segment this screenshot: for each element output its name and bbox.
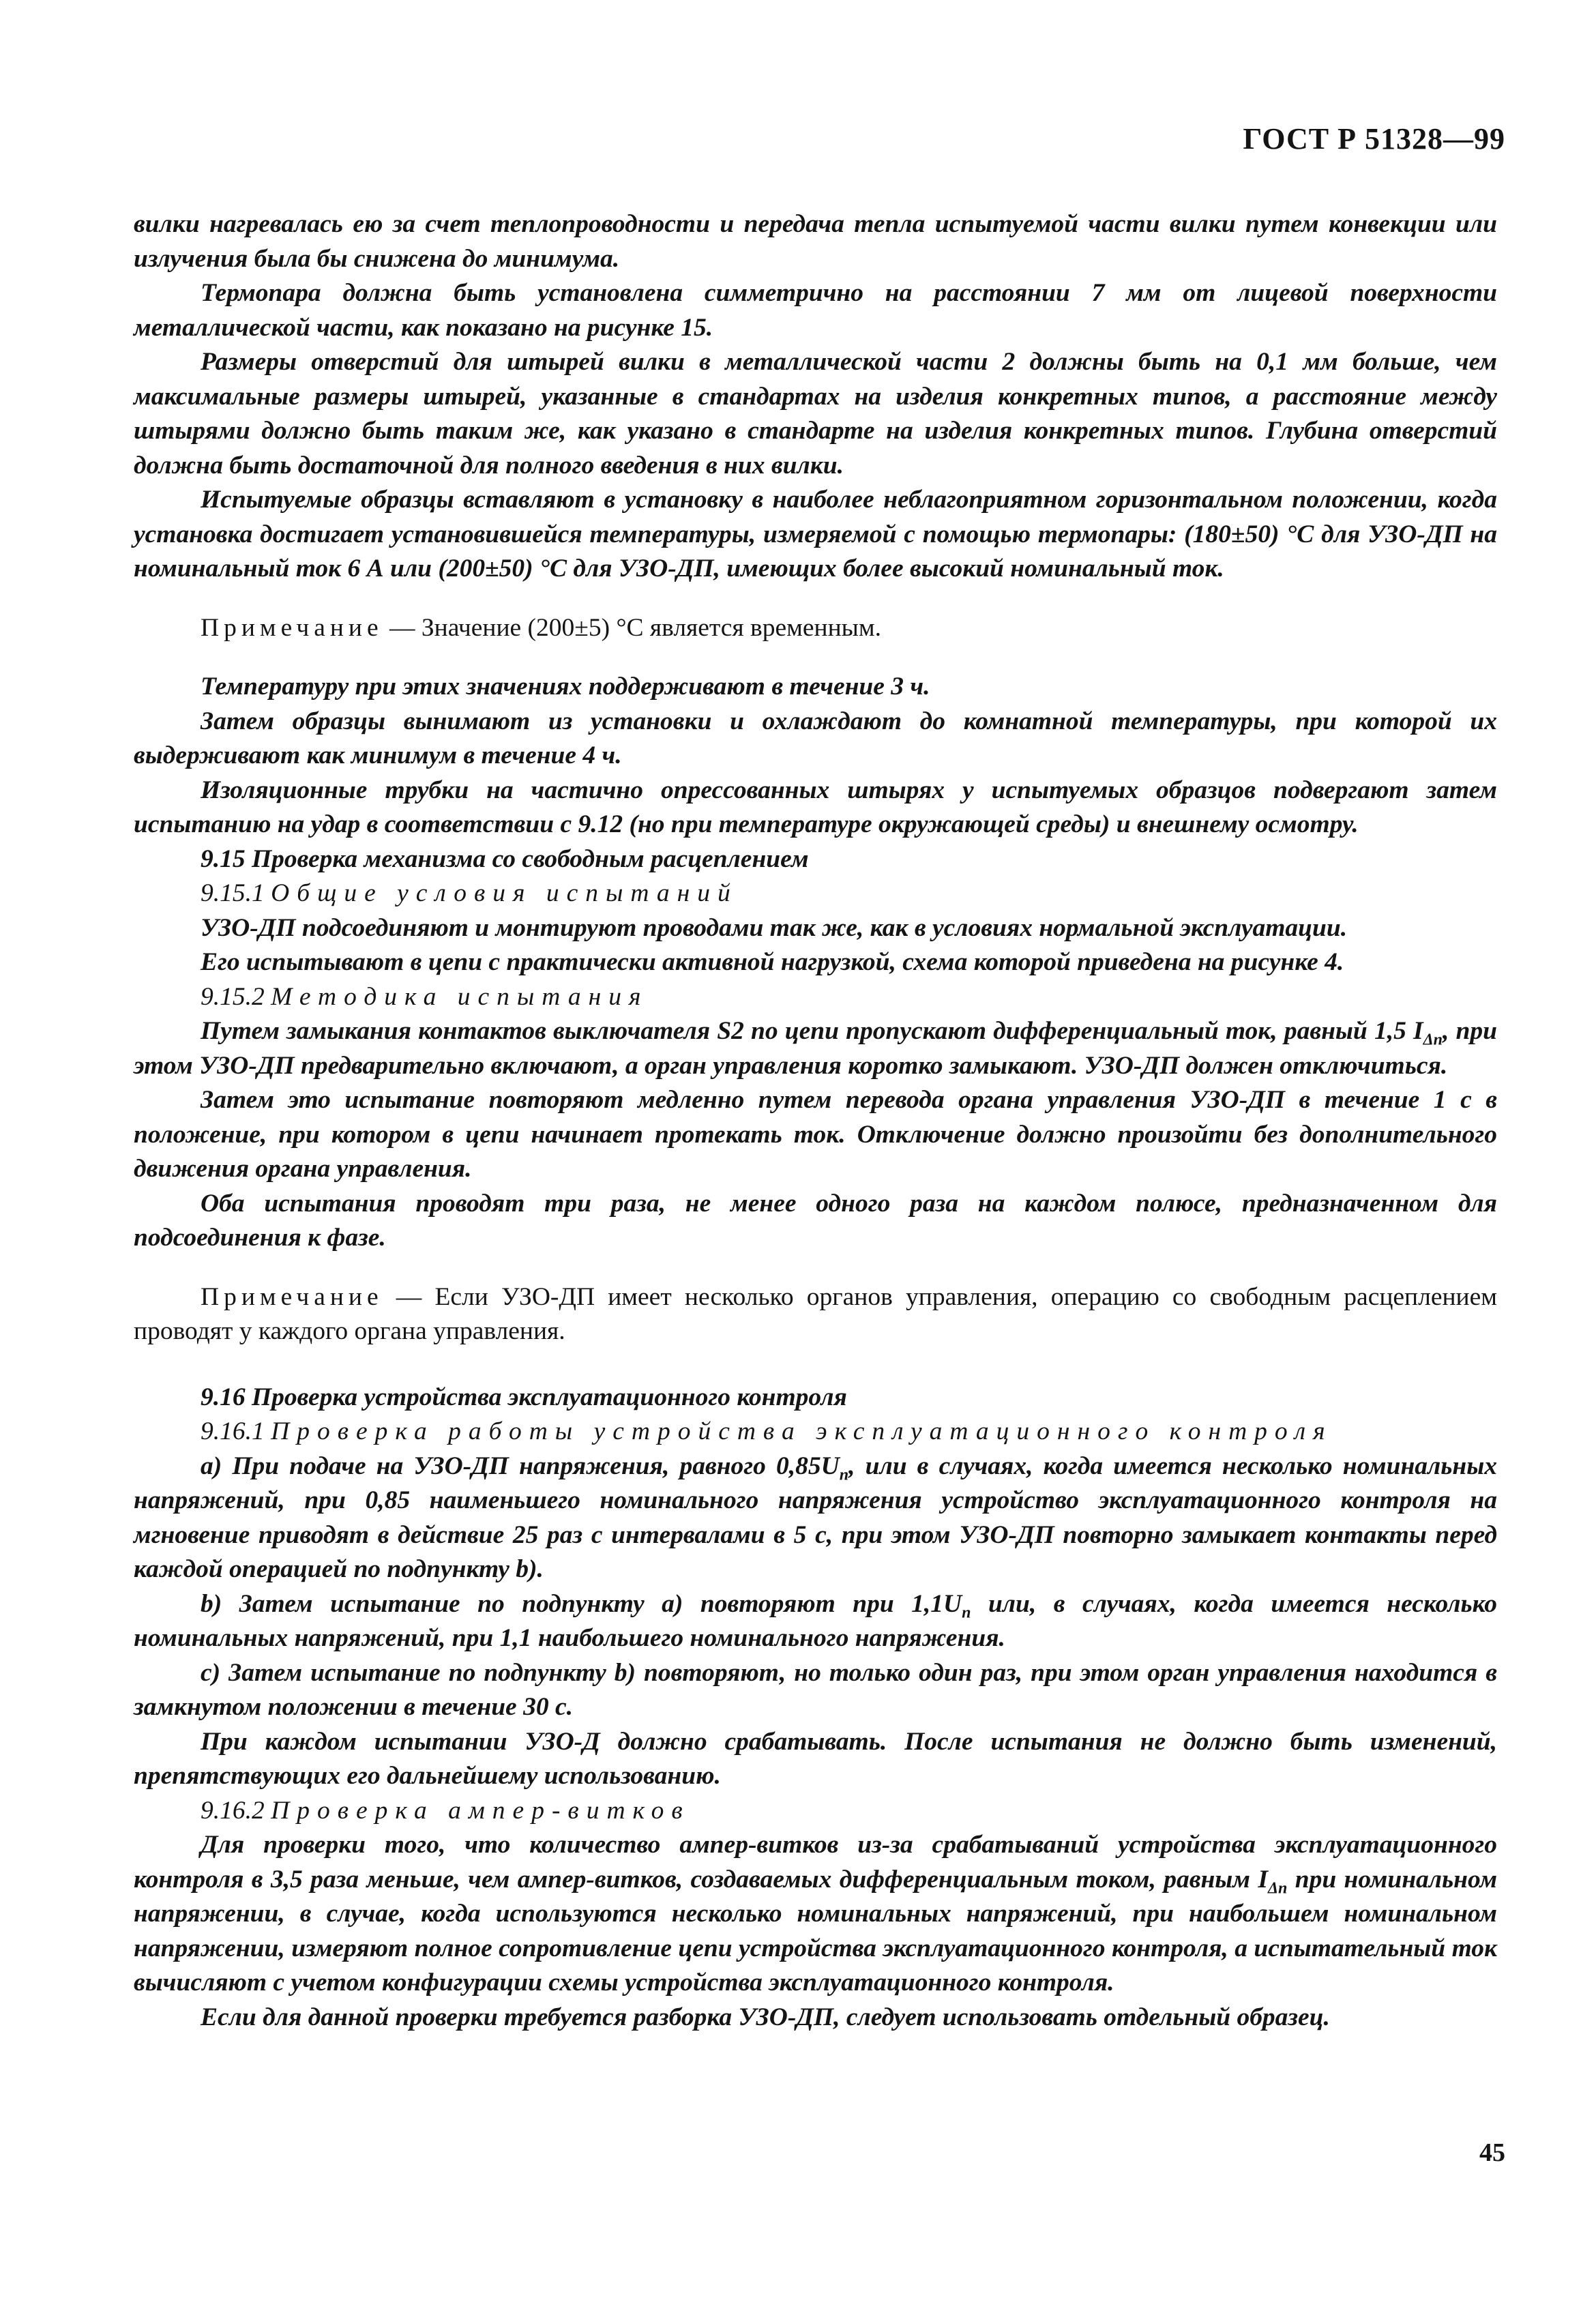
subsection-number: 9.16.1 xyxy=(201,1417,265,1445)
note-label: Примечание xyxy=(201,613,383,642)
paragraph: Если для данной проверки требуется разборка УЗО-ДП, следует использовать отдельный образец. xyxy=(201,2003,1330,2031)
subsection-number: 9.16.2 xyxy=(201,1796,265,1825)
text-run: a) При подаче на УЗО-ДП напряжения, равного 0,85U xyxy=(201,1452,840,1480)
subsection-heading xyxy=(134,876,1497,911)
note-text: — Если УЗО-ДП имеет несколько органов управления, операцию со свободным расцеплением проводят у каждого органа управления. xyxy=(134,1282,1497,1345)
subscript: n xyxy=(962,1604,971,1621)
paragraph xyxy=(134,1014,1497,1083)
section-heading: 9.16 Проверка устройства эксплуатационного контроля xyxy=(201,1383,847,1411)
paragraph xyxy=(134,1828,1497,2001)
subsection-number: 9.15.1 xyxy=(201,879,265,907)
paragraph: При каждом испытании УЗО-Д должно срабатывать. После испытания не должно быть изменений, препятствующих его дальнейшему использованию. xyxy=(134,1727,1497,1790)
subsection-heading xyxy=(134,1415,1497,1449)
text-run: , или в случаях, когда имеется несколько номинальных напряжений, при 0,85 наименьшего номинального напряжения устройство эксплуатационного контроля на мгновение приводят в действие 25 раз с интервалами в 5 с, при этом УЗО-ДП повторно замыкает контакты перед каждой операцией по подпункту b). xyxy=(134,1452,1497,1583)
subsection-title: Методика испытания xyxy=(271,982,649,1011)
paragraph: Его испытывают в цепи с практически активной нагрузкой, схема которой приведена на рисунке 4. xyxy=(201,948,1344,976)
text-run: Путем замыкания контактов выключателя S2 по цепи пропускают дифференциальный ток, равный 1,5 I xyxy=(201,1017,1423,1045)
subsection-heading xyxy=(134,980,1497,1015)
note-text: — Значение (200±5) °С является временным. xyxy=(383,613,881,642)
paragraph: Затем образцы вынимают из установки и охлаждают до комнатной температуры, при которой их выдерживают как минимум в течение 4 ч. xyxy=(134,707,1497,769)
paragraph xyxy=(134,1449,1497,1587)
paragraph: вилки нагревалась ею за счет теплопроводности и передача тепла испытуемой части вилки путем конвекции или излучения была бы снижена до минимума. xyxy=(134,210,1497,273)
subsection-title: Общие условия испытаний xyxy=(271,879,738,907)
note-label: Примечание xyxy=(201,1282,383,1311)
text-run: Для проверки того, что количество ампер-витков из-за срабатываний устройства эксплуатационного контроля в 3,5 раза меньше, чем ампер-витков, создаваемых дифференциальным током, равным I xyxy=(134,1831,1497,1894)
note xyxy=(134,1280,1497,1349)
paragraph: УЗО-ДП подсоединяют и монтируют проводами так же, как в условиях нормальной эксплуатации. xyxy=(201,913,1348,942)
subsection-heading xyxy=(134,1794,1497,1829)
subsection-number: 9.15.2 xyxy=(201,982,265,1011)
text-run: , при этом УЗО-ДП предварительно включают, а орган управления коротко замыкают. УЗО-ДП должен отключиться. xyxy=(134,1017,1497,1080)
text-run: при номинальном напряжении, в случае, когда используются несколько номинальных напряжений, при наибольшем номинальном напряжении, измеряют полное сопротивление цепи устройства эксплуатационного контроля, а испытательный ток вычисляют с учетом конфигурации схемы устройства эксплуатационного контроля. xyxy=(134,1865,1498,1997)
note xyxy=(134,611,1497,646)
subsection-title: Проверка ампер-витков xyxy=(271,1796,690,1825)
subscript: Δn xyxy=(1267,1879,1288,1897)
subscript: Δn xyxy=(1423,1031,1443,1049)
paragraph: Испытуемые образцы вставляют в установку в наиболее неблагоприятном горизонтальном положении, когда установка достигает установившейся температуры, измеряемой с помощью термопары: (180±50) °С для УЗО-ДП на номинальный ток 6 А или (200±50) °С для УЗО-ДП, имеющих более высокий номинальный ток. xyxy=(134,486,1497,583)
paragraph: Оба испытания проводят три раза, не менее одного раза на каждом полюсе, предназначенном для подсоединения к фазе. xyxy=(134,1189,1497,1252)
paragraph: c) Затем испытание по подпункту b) повторяют, но только один раз, при этом орган управления находится в замкнутом положении в течение 30 с. xyxy=(134,1658,1497,1721)
paragraph: Температуру при этих значениях поддерживают в течение 3 ч. xyxy=(201,673,930,701)
paragraph: Изоляционные трубки на частично опрессованных штырях у испытуемых образцов подвергают затем испытанию на удар в соответствии с 9.12 (но при температуре окружающей среды) и внешнему осмотру. xyxy=(134,776,1497,838)
paragraph: Размеры отверстий для штырей вилки в металлической части 2 должны быть на 0,1 мм больше, чем максимальные размеры штырей, указанные в стандартах на изделия конкретных типов, а расстояние между штырями должно быть таким же, как указано в стандарте на изделия конкретных типов. Глубина отверстий должна быть достаточной для полного введения в них вилки. xyxy=(134,348,1497,480)
page-content xyxy=(134,207,1497,2035)
text-run: или, в случаях, когда имеется несколько номинальных напряжений, при 1,1 наибольшего номинального напряжения. xyxy=(134,1589,1498,1652)
text-run: b) Затем испытание по подпункту a) повторяют при 1,1U xyxy=(201,1589,962,1618)
paragraph xyxy=(134,1587,1497,1656)
paragraph: Затем это испытание повторяют медленно путем перевода органа управления УЗО-ДП в течение 1 с в положение, при котором в цепи начинает протекать ток. Отключение должно произойти без дополнительного движения органа управления. xyxy=(134,1086,1497,1183)
page-number: 45 xyxy=(1479,2138,1505,2167)
subscript: n xyxy=(839,1466,849,1484)
subsection-title: Проверка работы устройства эксплуатационного контроля xyxy=(271,1417,1333,1445)
paragraph: Термопара должна быть установлена симметрично на расстоянии 7 мм от лицевой поверхности металлической части, как показано на рисунке 15. xyxy=(134,279,1497,342)
document-id: ГОСТ Р 51328—99 xyxy=(1243,122,1505,156)
section-heading: 9.15 Проверка механизма со свободным расцеплением xyxy=(201,844,809,873)
